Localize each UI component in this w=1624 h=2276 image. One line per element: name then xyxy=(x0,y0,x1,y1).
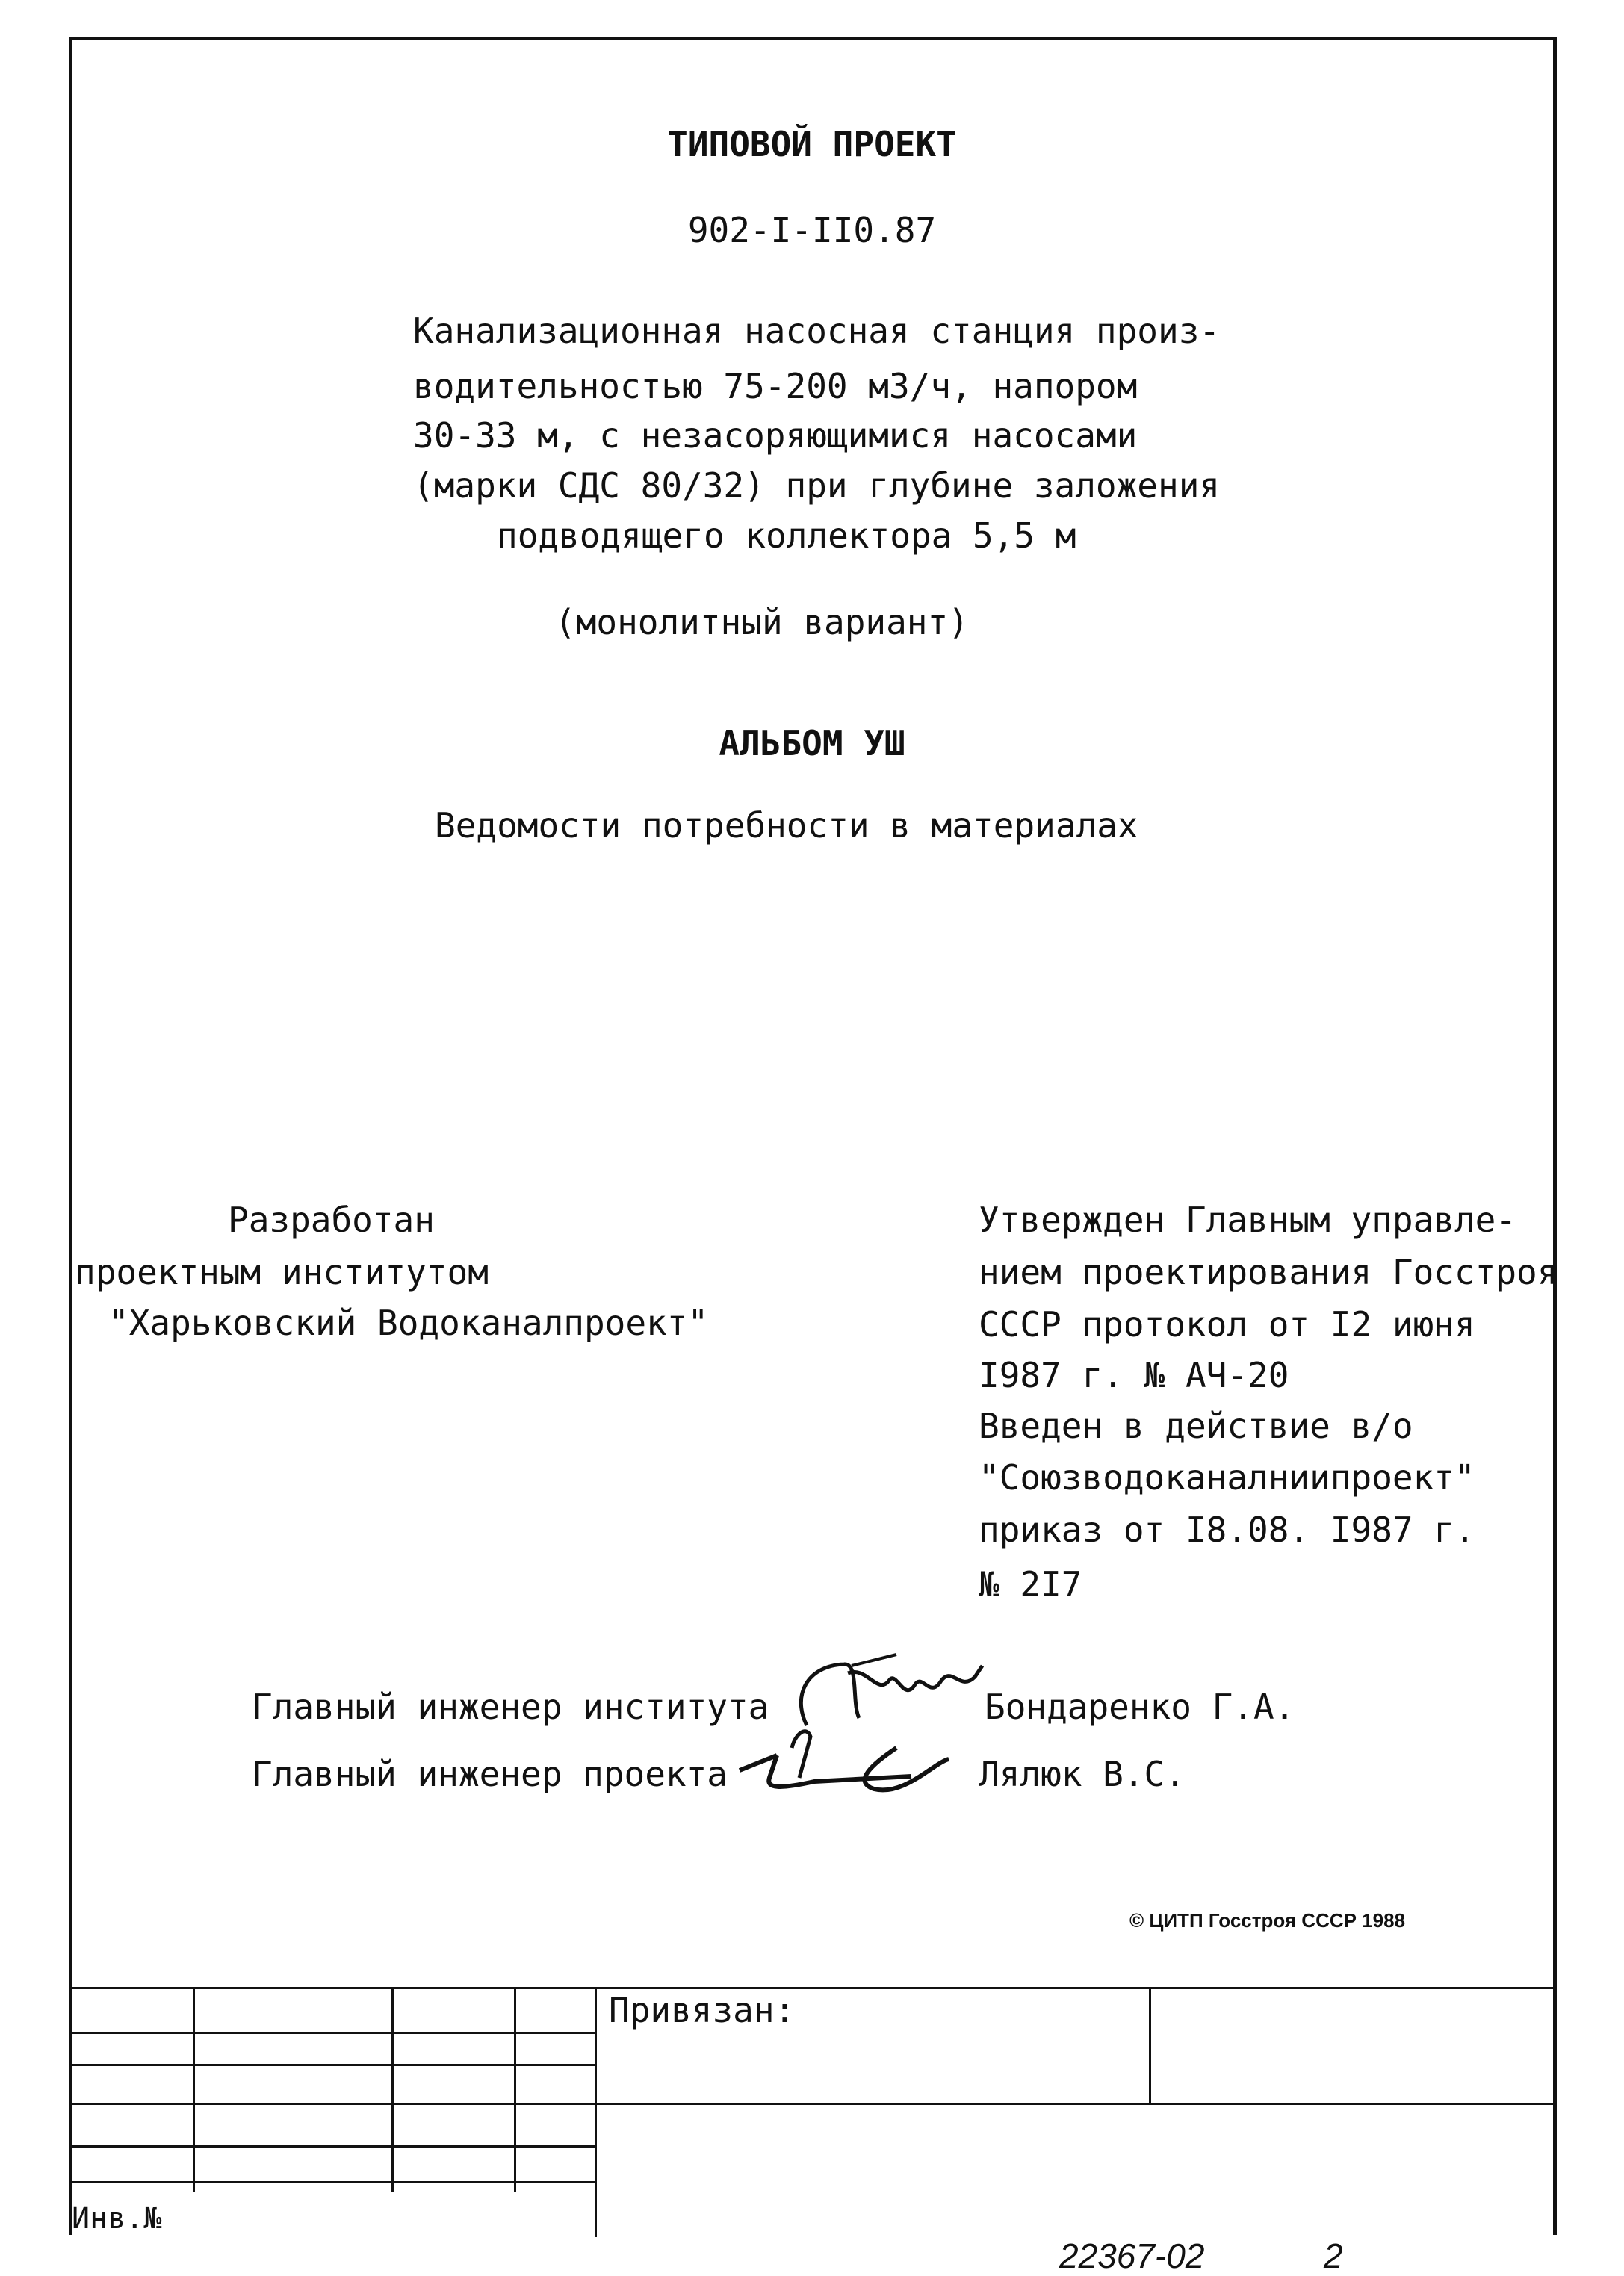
project-signature-icon xyxy=(725,1718,994,1800)
chief-engineer-institute-name: Бондаренко Г.А. xyxy=(985,1687,1295,1727)
approval-line: "Союзводоканалниипроект" xyxy=(979,1457,1475,1498)
page-number: 2 xyxy=(1324,2236,1343,2275)
approval-line: Введен в действие в/о xyxy=(979,1406,1413,1446)
approval-line: Утвержден Главным управле- xyxy=(979,1200,1517,1240)
developer-line: Разработан xyxy=(228,1200,435,1240)
album-subtitle: Ведомости потребности в материалах xyxy=(435,805,1138,846)
doc-code: 22367-02 xyxy=(1059,2236,1205,2275)
approval-line: № 2I7 xyxy=(979,1564,1082,1604)
chief-engineer-institute-label: Главный инженер института xyxy=(252,1687,769,1727)
project-type-title: ТИПОВОЙ ПРОЕКТ xyxy=(667,124,957,164)
chief-engineer-project-name: Лялюк В.С. xyxy=(979,1754,1186,1794)
copyright: © ЦИТП Госстроя СССР 1988 xyxy=(1129,1909,1406,1932)
description-line: водительностью 75-200 м3/ч, напором xyxy=(413,366,1138,406)
variant-label: (монолитный вариант) xyxy=(555,602,969,642)
project-number: 902-I-II0.87 xyxy=(687,210,937,250)
approval-line: приказ от I8.08. I987 г. xyxy=(979,1510,1475,1550)
developer-line: проектным институтом xyxy=(75,1252,489,1292)
description-line: 30-33 м, с незасоряющимися насосами xyxy=(413,415,1138,456)
chief-engineer-project-label: Главный инженер проекта xyxy=(252,1754,728,1794)
description-line: Канализационная насосная станция произ- xyxy=(413,311,1221,351)
stamp-table xyxy=(72,1987,1557,2237)
album-title: АЛЬБОМ УШ xyxy=(719,723,905,763)
bound-label: Привязан: xyxy=(609,1990,796,2030)
inventory-label: Инв.№ xyxy=(72,2201,162,2236)
approval-line: СССР протокол от I2 июня xyxy=(979,1304,1475,1345)
approval-line: нием проектирования Госстроя xyxy=(979,1252,1558,1292)
description-line: подводящего коллектора 5,5 м xyxy=(497,515,1076,556)
developer-line: "Харьковский Водоканалпроект" xyxy=(108,1303,709,1343)
description-line: (марки СДС 80/32) при глубине заложения xyxy=(413,465,1221,506)
approval-line: I987 г. № АЧ-20 xyxy=(979,1355,1289,1395)
